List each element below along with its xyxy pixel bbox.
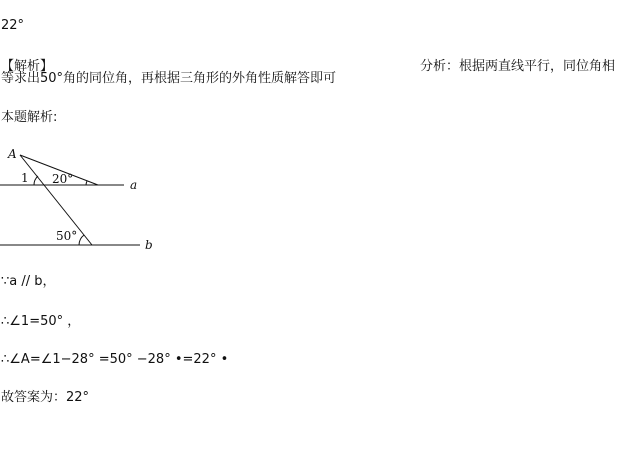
final-answer: 故答案为：22° xyxy=(1,390,90,405)
solution-heading: 本题解析: xyxy=(1,110,58,125)
geometry-figure xyxy=(0,140,170,255)
solution-step-3: ∴∠A=∠1−28° =50° −28° •=22° • xyxy=(1,352,229,367)
label-angle-1: 1 xyxy=(21,171,29,185)
label-angle-50: 50° xyxy=(56,229,78,243)
angle-50-arc xyxy=(79,235,84,245)
solution-step-1: ∵a // b， xyxy=(1,274,56,289)
solution-step-2: ∴∠1=50° ， xyxy=(1,314,81,329)
label-angle-20: 20° xyxy=(52,172,74,186)
label-A: A xyxy=(8,147,17,161)
analysis-text-start: 分析：根据两直线平行，同位角相 xyxy=(420,59,616,74)
label-line-b: b xyxy=(145,238,153,252)
analysis-heading: 【解析】 xyxy=(1,59,54,74)
answer-top: 22° xyxy=(1,18,25,33)
analysis-text-continued: 等求出50°角的同位角，再根据三角形的外角性质解答即可 xyxy=(1,71,337,86)
label-line-a: a xyxy=(130,178,138,192)
angle-20-arc xyxy=(86,181,87,185)
